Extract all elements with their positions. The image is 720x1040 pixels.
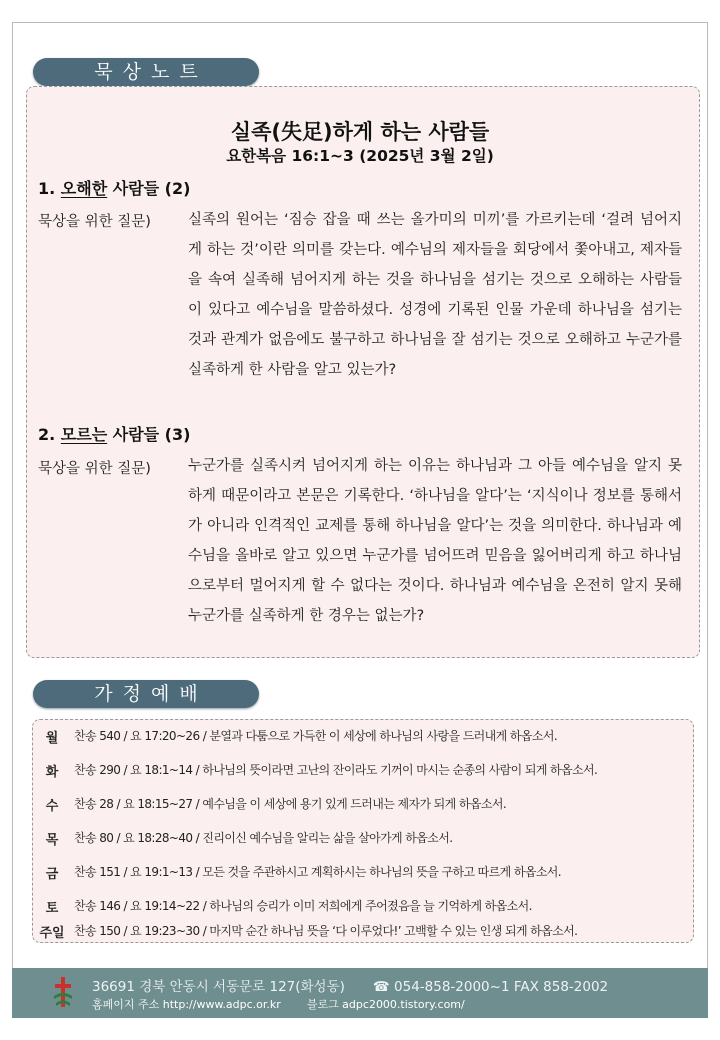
worship-text: 찬송 80 / 요 18:28~40 / 진리이신 예수님을 알리는 삶을 살아가게 하옵소서. (74, 831, 453, 845)
footer-contact-line (92, 975, 608, 995)
footer-address: 36691 경북 안동시 서동문로 127(화성동) (92, 979, 345, 995)
point-1-question-label: 묵상을 위한 질문) (38, 214, 151, 230)
worship-text: 찬송 290 / 요 18:1~14 / 하나님의 뜻이라면 고난의 잔이라도 기꺼이 마시는 순종의 사람이 되게 하옵소서. (74, 763, 598, 777)
worship-text: 찬송 151 / 요 19:1~13 / 모든 것을 주관하시고 계획하시는 하나님의 뜻을 구하고 따르게 하옵소서. (74, 865, 562, 879)
worship-day: 금 (45, 867, 59, 882)
footer-homepage-link[interactable]: 홈페이지 주소 http://www.adpc.or.kr (92, 998, 281, 1011)
point-2-body: 누군가를 실족시켜 넘어지게 하는 이유는 하나님과 그 아들 예수님을 알지 못하게 때문이라고 본문은 기록한다. ‘하나님을 알다’는 ‘지식이나 정보를 통해서가 아니라 인격적인 교제를 통해 하나님을 알다’는 것을 의미한다. 하나님과 예수님을 올바로 알고 있으면 누군가를 넘어뜨려 믿음을 잃어버리게 하고 하나님으로부터 멀어지게 할 수 없다는 것이다. 하나님과 예수님을 온전히 알지 못해 누군가를 실족하게 한 경우는 없는가? (188, 458, 682, 624)
point-keyword: 오해한 (60, 179, 108, 198)
meditation-section-tab: 묵상노트 (33, 58, 259, 86)
point-1-body: 실족의 원어는 ‘짐승 잡을 때 쓰는 올가미의 미끼’를 가르키는데 ‘걸려 넘어지게 하는 것’이란 의미를 갖는다. 예수님의 제자들을 회당에서 쫓아내고, 제자들을 속여 실족해 넘어지게 하는 것을 하나님을 섬기는 것으로 오해하는 사람들이 있다고 예수님을 말씀하셨다. 성경에 기록된 인물 가운데 하나님을 섬기는 것과 관계가 없음에도 불구하고 하나님을 잘 섬기는 것으로 오해하고 누군가를 실족하게 한 사람을 알고 있는가? (188, 212, 682, 378)
worship-day: 수 (45, 799, 59, 814)
worship-text: 찬송 146 / 요 19:14~22 / 하나님의 승리가 이미 저희에게 주어졌음을 늘 기억하게 하옵소서. (74, 899, 532, 913)
point-number: 1. (38, 179, 56, 198)
worship-text: 찬송 540 / 요 17:20~26 / 분열과 다툼으로 가득한 이 세상에 하나님의 사랑을 드러내게 하옵소서. (74, 729, 558, 743)
worship-text: 찬송 150 / 요 19:23~30 / 마지막 순간 하나님 뜻을 ‘다 이루었다!’ 고백할 수 있는 인생 되게 하옵소서. (74, 924, 578, 938)
worship-day: 월 (45, 731, 59, 746)
worship-day: 목 (45, 833, 59, 848)
worship-text: 찬송 28 / 요 18:15~27 / 예수님을 이 세상에 용기 있게 드러내는 제자가 되게 하옵소서. (74, 797, 507, 811)
church-cross-logo-icon (52, 976, 74, 1010)
point-keyword: 모르는 (60, 425, 108, 444)
sermon-subtitle: 요한복음 16:1~3 (2025년 3월 2일) (226, 147, 494, 165)
footer (12, 968, 708, 1018)
point-2-heading (38, 422, 190, 445)
footer-web-line (92, 996, 465, 1012)
footer-blog-link[interactable]: 블로그 adpc2000.tistory.com/ (306, 998, 465, 1011)
point-heading-rest: 사람들 (3) (107, 425, 191, 444)
footer-phone: ☎ 054-858-2000~1 FAX 858-2002 (372, 979, 609, 995)
sermon-title: 실족(失足)하게 하는 사람들 (230, 120, 490, 144)
worship-day: 주일 (39, 926, 65, 941)
worship-day: 화 (45, 765, 59, 780)
point-heading-rest: 사람들 (2) (107, 179, 191, 198)
point-1-heading (38, 176, 190, 199)
worship-day: 토 (45, 901, 59, 916)
point-number: 2. (38, 425, 56, 444)
point-2-question-label: 묵상을 위한 질문) (38, 461, 151, 477)
worship-section-tab: 가정예배 (33, 680, 259, 708)
